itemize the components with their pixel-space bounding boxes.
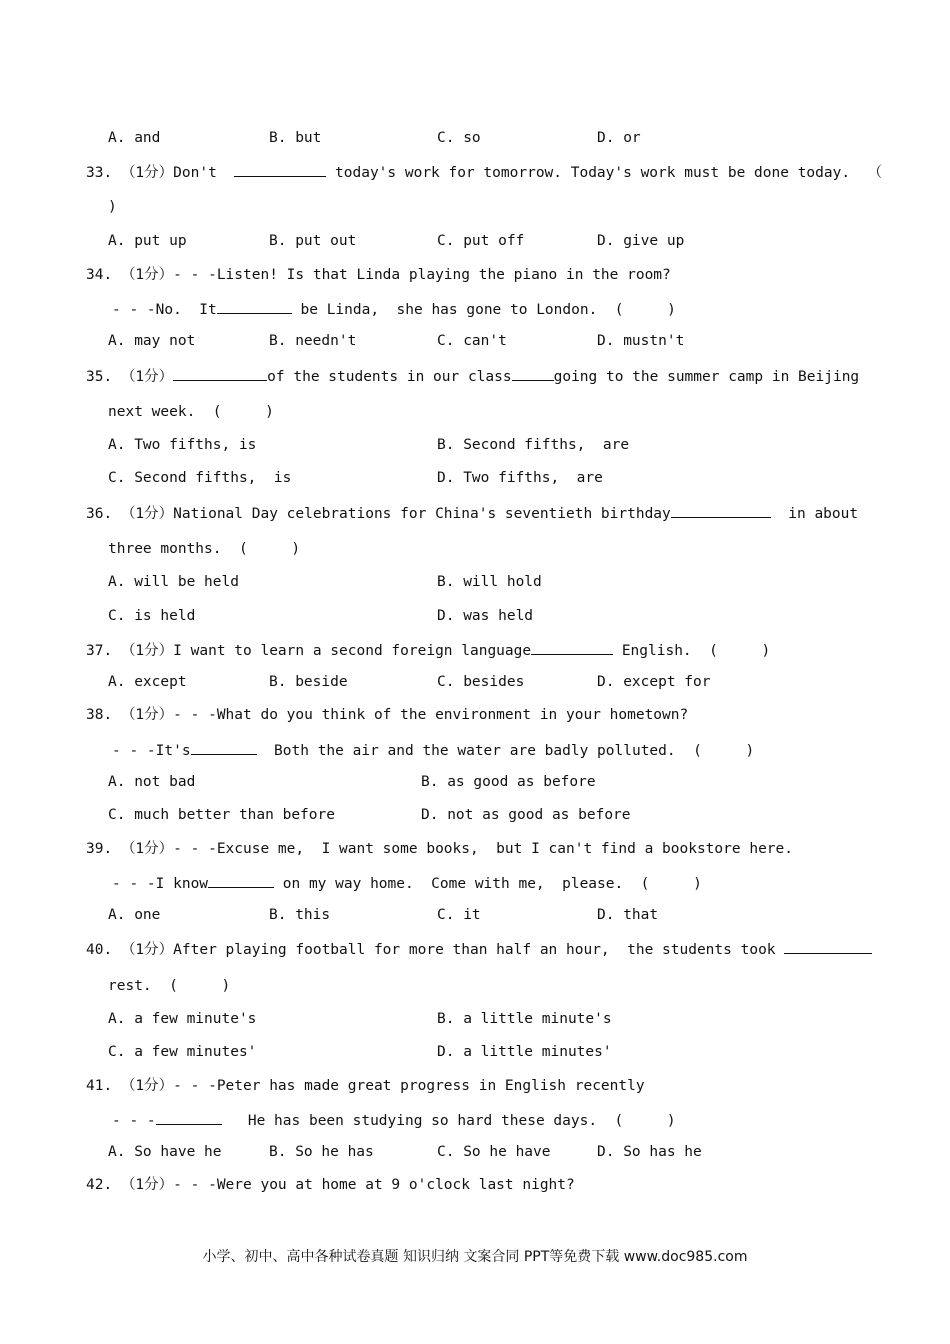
answer-blank bbox=[512, 366, 554, 381]
q34-stem-cont: - - -No. It be Linda, she has gone to London. ( ) bbox=[112, 299, 676, 319]
q36-stem: 36. （1分）National Day celebrations for China's seventieth birthday in about bbox=[86, 503, 858, 523]
q33-option-a: A. put up bbox=[108, 233, 187, 249]
q38-stem-cont: - - -It's Both the air and the water are badly polluted. ( ) bbox=[112, 740, 754, 760]
q36-option-c: C. is held bbox=[108, 608, 196, 624]
q39-stem-cont: - - -I know on my way home. Come with me, please. ( ) bbox=[112, 873, 702, 893]
q40-option-d: D. a little minutes' bbox=[437, 1044, 612, 1060]
q41-stem-cont: - - - He has been studying so hard these days. ( ) bbox=[112, 1110, 676, 1130]
q39-option-d: D. that bbox=[597, 907, 659, 923]
answer-blank bbox=[234, 162, 326, 177]
q40-option-a: A. a few minute's bbox=[108, 1011, 257, 1027]
q35-stem-cont: next week. ( ) bbox=[108, 404, 274, 420]
q36-option-b: B. will hold bbox=[437, 574, 542, 590]
q37-option-c: C. besides bbox=[437, 674, 525, 690]
q35-option-c: C. Second fifths, is bbox=[108, 470, 292, 486]
q35-option-b: B. Second fifths, are bbox=[437, 437, 630, 453]
answer-blank bbox=[531, 640, 613, 655]
q40-option-c: C. a few minutes' bbox=[108, 1044, 257, 1060]
answer-blank bbox=[671, 503, 771, 518]
q39-option-c: C. it bbox=[437, 907, 481, 923]
q41-option-b: B. So he has bbox=[269, 1144, 374, 1160]
q40-stem-cont: rest. ( ) bbox=[108, 978, 231, 994]
question-score: （1分） bbox=[120, 165, 174, 181]
q39-option-b: B. this bbox=[269, 907, 331, 923]
q37-option-a: A. except bbox=[108, 674, 187, 690]
q32-option-a: A. and bbox=[108, 130, 161, 146]
q35-option-a: A. Two fifths, is bbox=[108, 437, 257, 453]
q38-option-a: A. not bad bbox=[108, 774, 196, 790]
answer-blank bbox=[217, 299, 292, 314]
answer-blank bbox=[191, 740, 257, 755]
q37-option-b: B. beside bbox=[269, 674, 348, 690]
q37-option-d: D. except for bbox=[597, 674, 711, 690]
q35-option-d: D. Two fifths, are bbox=[437, 470, 603, 486]
q41-option-d: D. So has he bbox=[597, 1144, 702, 1160]
q33-option-c: C. put off bbox=[437, 233, 525, 249]
q32-option-c: C. so bbox=[437, 130, 481, 146]
q38-option-b: B. as good as before bbox=[421, 774, 596, 790]
q38-stem: 38. （1分）- - -What do you think of the environment in your hometown? bbox=[86, 707, 689, 723]
q42-stem: 42. （1分）- - -Were you at home at 9 o'clock last night? bbox=[86, 1177, 575, 1193]
question-number: 33. bbox=[86, 165, 113, 181]
q32-option-b: B. but bbox=[269, 130, 322, 146]
q33-option-d: D. give up bbox=[597, 233, 685, 249]
page-footer: 小学、初中、高中各种试卷真题 知识归纳 文案合同 PPT等免费下载 www.doc985.com bbox=[202, 1249, 748, 1265]
q36-option-d: D. was held bbox=[437, 608, 534, 624]
q41-option-c: C. So he have bbox=[437, 1144, 551, 1160]
answer-blank bbox=[156, 1110, 222, 1125]
q40-option-b: B. a little minute's bbox=[437, 1011, 612, 1027]
answer-blank bbox=[173, 366, 267, 381]
q37-stem: 37. （1分）I want to learn a second foreign language English. ( ) bbox=[86, 640, 770, 660]
q33-stem: 33. （1分）Don't today's work for tomorrow. Today's work must be done today. （ bbox=[86, 162, 882, 182]
q32-option-d: D. or bbox=[597, 130, 641, 146]
answer-blank bbox=[208, 873, 274, 888]
q36-stem-cont: three months. ( ) bbox=[108, 541, 301, 557]
q33-stem-cont: ) bbox=[108, 199, 117, 215]
q33-option-b: B. put out bbox=[269, 233, 357, 249]
q41-option-a: A. So have he bbox=[108, 1144, 222, 1160]
answer-blank bbox=[784, 939, 872, 954]
q34-stem: 34. （1分）- - -Listen! Is that Linda playing the piano in the room? bbox=[86, 267, 671, 283]
q34-option-a: A. may not bbox=[108, 333, 196, 349]
q35-stem: 35. （1分） of the students in our class going to the summer camp in Beijing bbox=[86, 366, 859, 386]
q40-stem: 40. （1分）After playing football for more than half an hour, the students took bbox=[86, 939, 872, 959]
q39-stem: 39. （1分）- - -Excuse me, I want some books, but I can't find a bookstore here. bbox=[86, 841, 793, 857]
q38-option-d: D. not as good as before bbox=[421, 807, 631, 823]
q34-option-c: C. can't bbox=[437, 333, 507, 349]
q41-stem: 41. （1分）- - -Peter has made great progress in English recently bbox=[86, 1078, 645, 1094]
q34-option-d: D. mustn't bbox=[597, 333, 685, 349]
q34-option-b: B. needn't bbox=[269, 333, 357, 349]
q39-option-a: A. one bbox=[108, 907, 161, 923]
q38-option-c: C. much better than before bbox=[108, 807, 335, 823]
q36-option-a: A. will be held bbox=[108, 574, 239, 590]
